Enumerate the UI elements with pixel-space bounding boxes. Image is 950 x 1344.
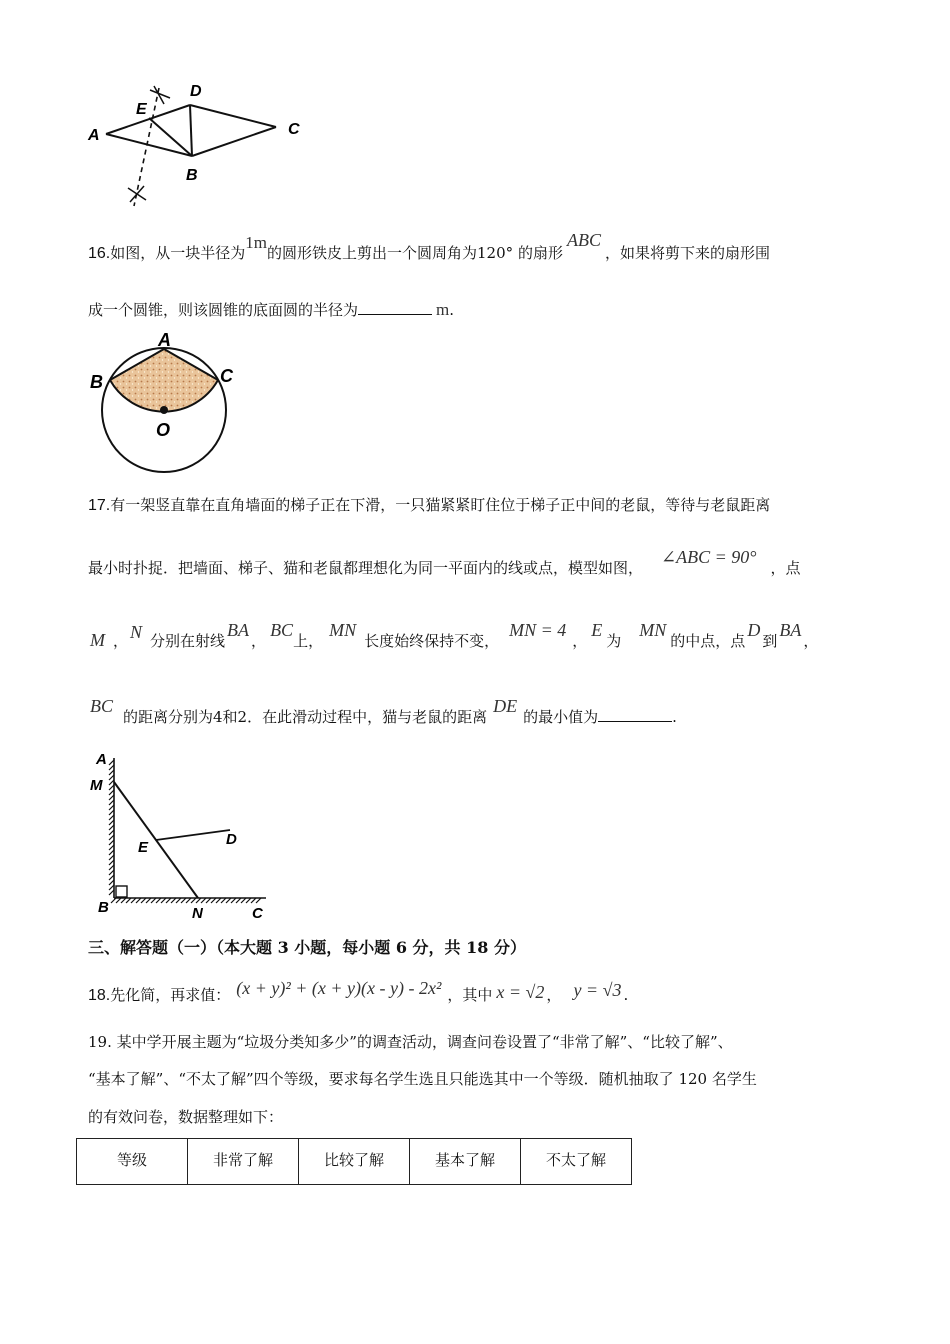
fig15-label-a: A [88, 127, 100, 144]
q17-number: 17. [88, 497, 111, 514]
q16-angle: 120° [477, 244, 514, 262]
q19-line3: 的有效问卷，数据整理如下： [88, 1108, 284, 1126]
figure-17-ladder-model [86, 748, 286, 924]
table-header-cell: 等级 [77, 1139, 188, 1185]
table-row [77, 1139, 632, 1185]
fig17-label-e: E [138, 839, 149, 856]
fig17-label-a: A [96, 751, 107, 768]
fig16-label-c: C [220, 366, 233, 386]
q17-line1: 17.有一架竖直靠在直角墙面的梯子正在下滑，一只猫紧紧盯住位于梯子正中间的老鼠，等待与老鼠距离 [88, 496, 771, 514]
q16-radius: 1m [245, 233, 267, 252]
fig17-label-n: N [192, 905, 203, 922]
fig16-label-b: B [90, 372, 103, 392]
q16-line2: 成一个圆锥，则该圆锥的底面圆的半径为 m. [88, 300, 455, 319]
fig15-label-b: B [186, 167, 198, 184]
q16-answer-blank[interactable] [358, 300, 432, 315]
table-header-cell: 非常了解 [188, 1139, 299, 1185]
section-3-heading: 三、解答题（一）（本大题 3 小题，每小题 6 分，共 18 分） [88, 938, 526, 957]
fig15-label-d: D [190, 83, 202, 100]
table-header-cell: 基本了解 [410, 1139, 521, 1185]
fig15-label-e: E [136, 101, 147, 118]
fig17-label-m: M [90, 777, 103, 794]
fig15-label-c: C [288, 121, 300, 138]
q17-line3: M ， N 分别在射线BA，BC上，MN长度始终保持不变，MN = 4，E为MN的中点，点D到BA， [90, 620, 819, 650]
fig17-label-b: B [98, 899, 109, 916]
fig16-label-a: A [158, 332, 171, 350]
figure-16-circle-sector [86, 332, 246, 477]
q16-line1: 16.如图，从一块半径为1m的圆形铁皮上剪出一个圆周角为120° 的扇形ABC，如果将剪下来的扇形围 [88, 230, 770, 262]
q16-number: 16. [88, 245, 111, 262]
q17-angle-expr: ∠ABC = 90° [661, 547, 757, 567]
q19-grade-table [76, 1138, 632, 1185]
q16-sector: ABC [566, 230, 601, 250]
q18-y-value: y = √3 [573, 980, 622, 1000]
figure-15-rhombus [84, 76, 314, 216]
q19-line1: 19. 某中学开展主题为“垃圾分类知多少”的调查活动，调查问卷设置了“非常了解”、“比较了解”、 [88, 1033, 733, 1051]
q17-line4: BC的距离分别为4和2．在此滑动过程中，猫与老鼠的距离DE的最小值为 . [90, 696, 677, 726]
fig17-label-d: D [226, 831, 237, 848]
q17-line2: 最小时扑捉．把墙面、梯子、猫和老鼠都理想化为同一平面内的线或点，模型如图，∠ABC = 90°，点 [88, 547, 801, 577]
table-header-cell: 不太了解 [521, 1139, 632, 1185]
q18-number: 18. [88, 987, 111, 1004]
q17-answer-blank[interactable] [598, 707, 672, 722]
table-header-cell: 比较了解 [299, 1139, 410, 1185]
q18-x-value: x = √2 [496, 982, 545, 1002]
q18-line: 18.先化简，再求值： (x + y)² + (x + y)(x - y) - 2x² ，其中 x = √2 ， y = √3 . [88, 978, 629, 1004]
q18-expression: (x + y)² + (x + y)(x - y) - 2x² [236, 978, 442, 998]
fig16-label-o: O [156, 420, 171, 440]
fig17-label-c: C [252, 905, 263, 922]
q19-line2: “基本了解”、“不太了解”四个等级，要求每名学生选且只能选其中一个等级．随机抽取了 120 名学生 [88, 1070, 757, 1088]
